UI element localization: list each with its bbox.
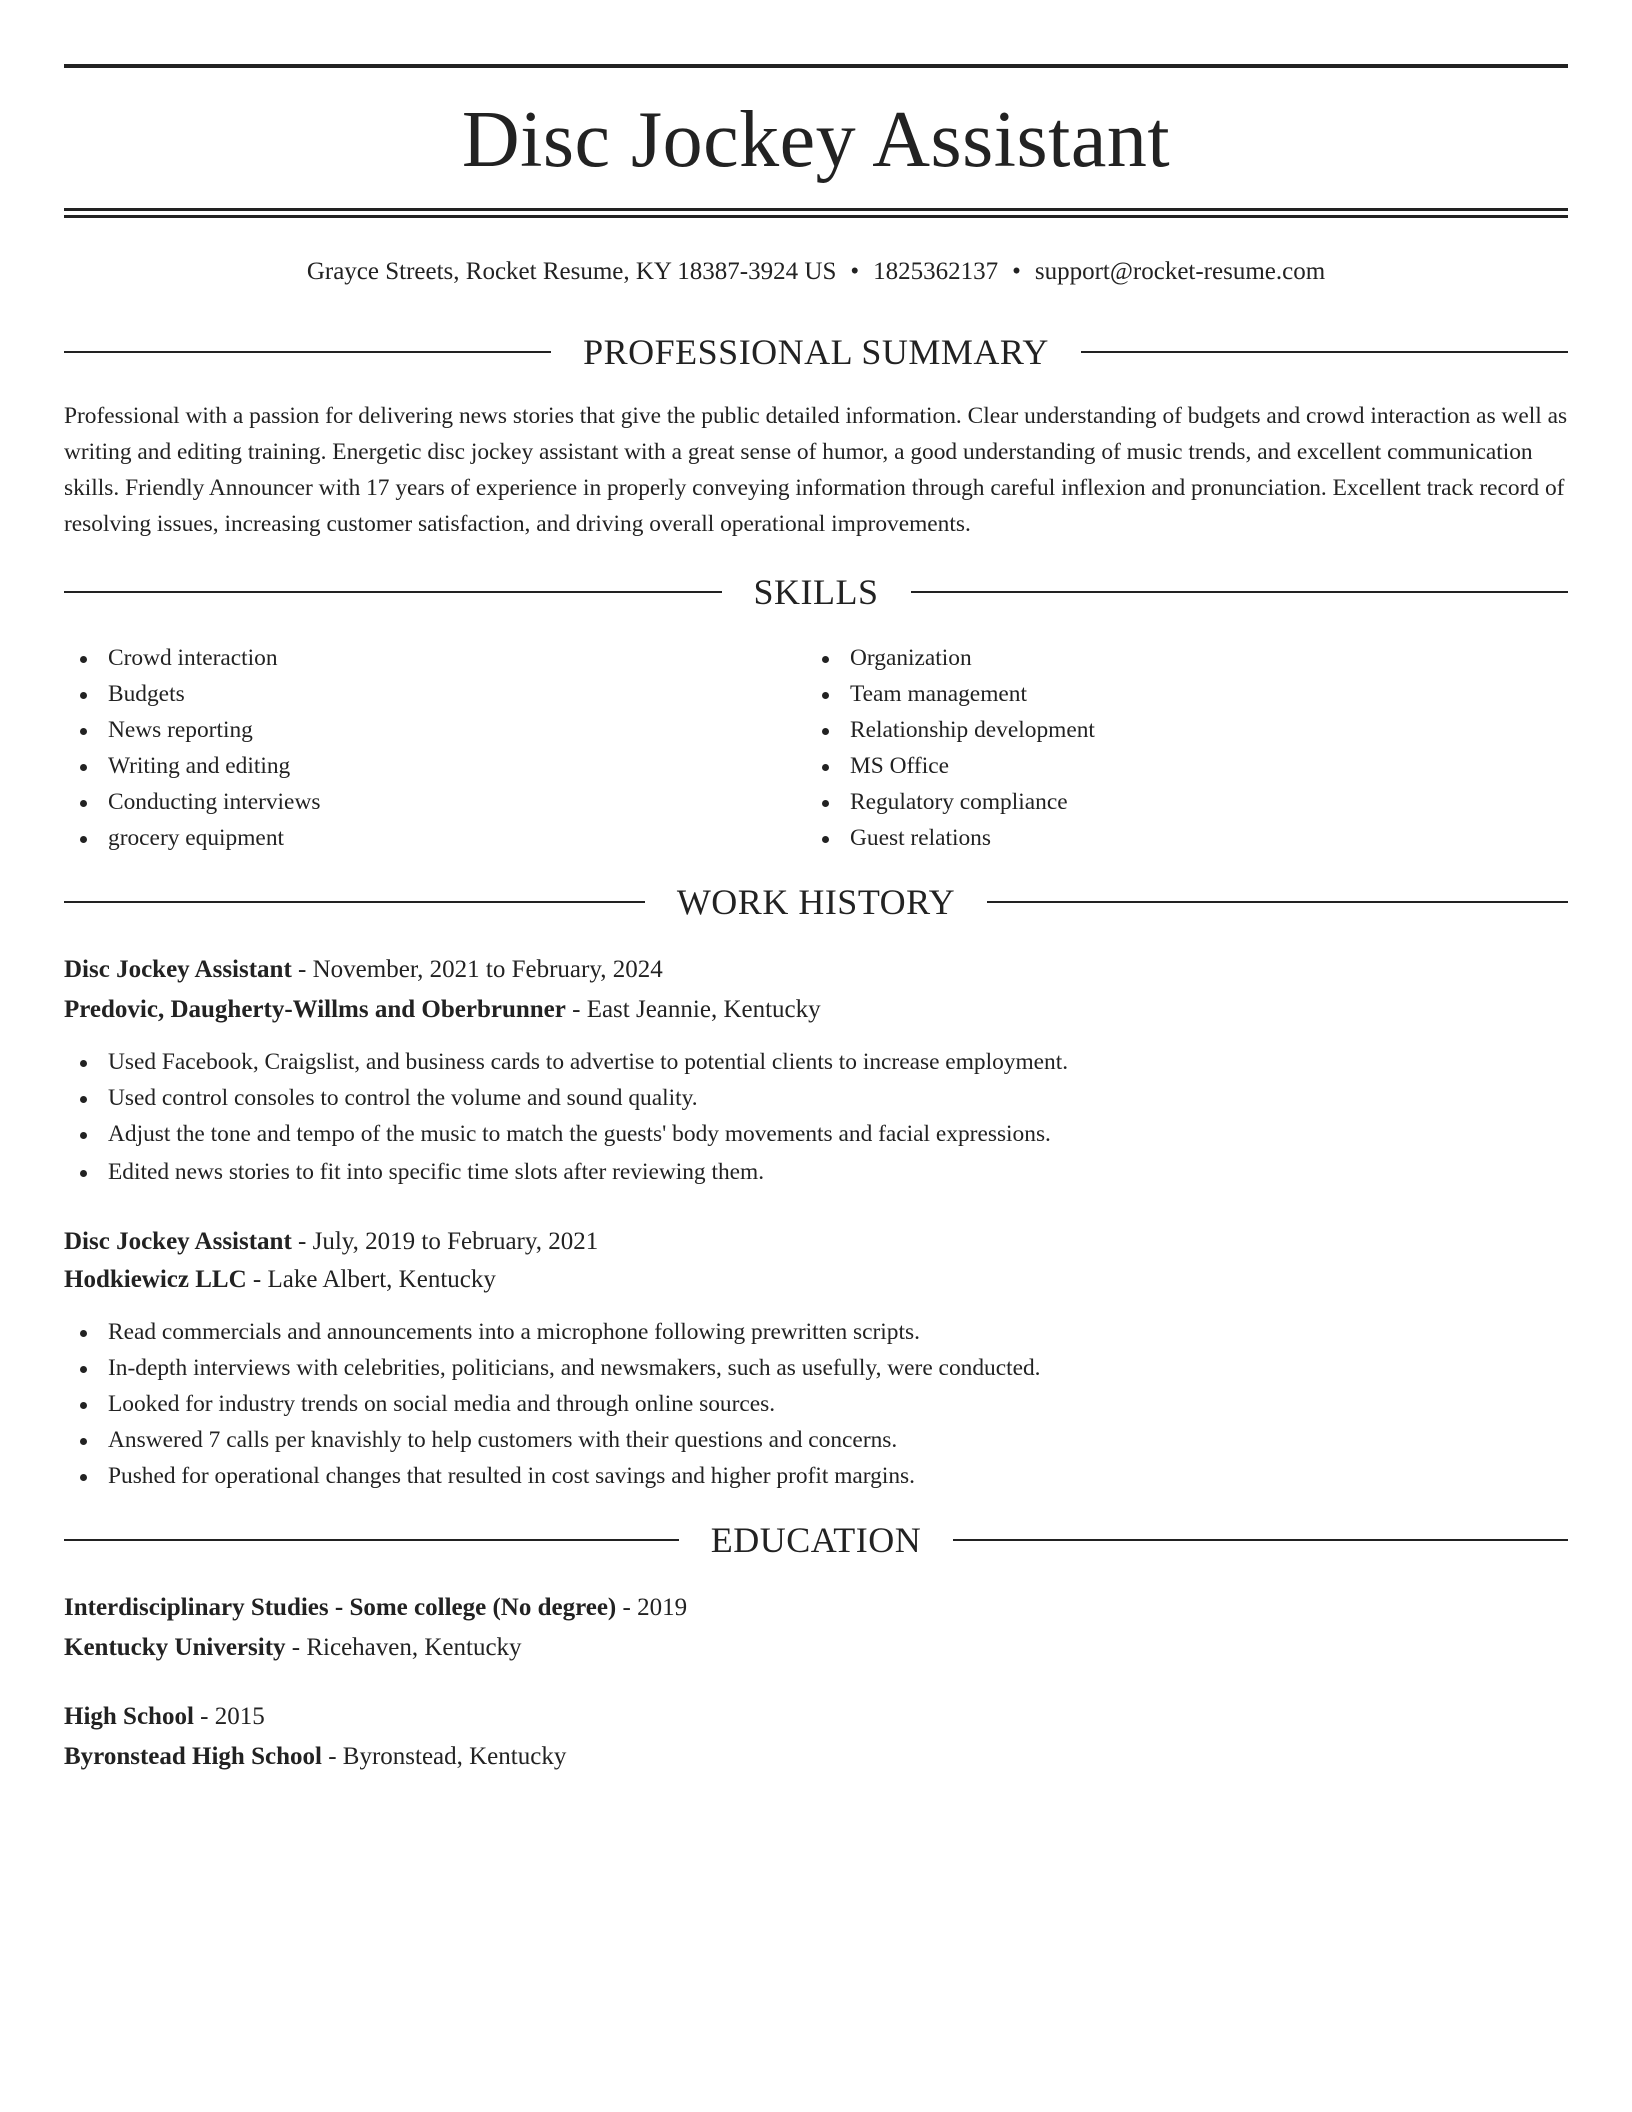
heading-rule-left — [64, 351, 551, 353]
section-title: SKILLS — [753, 572, 879, 612]
education-school-line — [64, 1628, 1568, 1668]
job-location: East Jeannie, Kentucky — [586, 996, 821, 1023]
section-title: EDUCATION — [710, 1520, 922, 1560]
section-heading-work — [64, 880, 1568, 924]
heading-rule-left — [64, 901, 645, 903]
contact-email: support@rocket-resume.com — [1034, 258, 1326, 285]
job-company: Predovic, Daugherty-Willms and Oberbrunner — [64, 996, 566, 1023]
education-degree: High School — [64, 1703, 194, 1730]
job-bullet: Answered 7 calls per knavishly to help customers with their questions and concerns. — [64, 1422, 1568, 1458]
job-bullet: Edited news stories to fit into specific time slots after reviewing them. — [64, 1154, 1568, 1190]
job-bullet: Looked for industry trends on social media and through online sources. — [64, 1386, 1568, 1422]
education-year: 2019 — [637, 1594, 688, 1621]
job-company-line — [64, 990, 1568, 1030]
education-school-line — [64, 1737, 1568, 1777]
resume-name: Disc Jockey Assistant — [461, 96, 1171, 184]
job-title: Disc Jockey Assistant — [64, 956, 292, 983]
dash: - — [291, 1634, 301, 1661]
contact-separator: • — [1012, 258, 1021, 285]
education-location: Byronstead, Kentucky — [342, 1743, 567, 1770]
job-dates: November, 2021 to February, 2024 — [312, 956, 663, 983]
education-school: Kentucky University — [64, 1634, 286, 1661]
skill-item: Writing and editing — [64, 748, 764, 784]
section-heading-skills — [64, 570, 1568, 614]
job-company: Hodkiewicz LLC — [64, 1266, 247, 1293]
heading-rule-right — [987, 901, 1568, 903]
contact-separator: • — [850, 258, 860, 285]
education-degree-line — [64, 1697, 1568, 1737]
heading-rule-left — [64, 591, 722, 593]
section-title: WORK HISTORY — [676, 882, 956, 922]
job-bullet: Used control consoles to control the volume and sound quality. — [64, 1080, 1568, 1116]
contact-phone: 1825362137 — [873, 258, 999, 285]
skill-item: Regulatory compliance — [806, 784, 1506, 820]
job-bullets — [64, 1044, 1568, 1190]
dash: - — [298, 1228, 307, 1255]
skill-item: Guest relations — [806, 820, 1506, 856]
dash: - — [200, 1703, 209, 1730]
skills-list-right — [806, 640, 1506, 856]
section-heading-summary — [64, 330, 1568, 374]
job-title-line — [64, 950, 1568, 990]
job-bullet: Pushed for operational changes that resulted in cost savings and higher profit margins. — [64, 1458, 1568, 1494]
skill-item: Team management — [806, 676, 1506, 712]
education-year: 2015 — [214, 1703, 265, 1730]
education-location: Ricehaven, Kentucky — [306, 1634, 522, 1661]
skills-list-left — [64, 640, 764, 856]
skill-item: grocery equipment — [64, 820, 764, 856]
summary-text: Professional with a passion for delivering news stories that give the public detailed information. Clear understanding of budgets and crowd interaction as well as writing and editing training. Energetic disc jockey assistant with a great sense of humor, a good understanding of music trends, and excellent communication skills. Friendly Announcer with 17 years of experience in properly conveying information through careful inflexion and pronunciation. Excellent track record of resolving issues, increasing customer satisfaction, and driving overall operational improvements. — [64, 403, 1568, 537]
header-top-rule — [64, 64, 1568, 68]
header-double-rule-upper — [64, 208, 1568, 211]
job-bullet: In-depth interviews with celebrities, politicians, and newsmakers, such as usefully, were conducted. — [64, 1350, 1568, 1386]
heading-rule-right — [911, 591, 1569, 593]
dash: - — [622, 1594, 631, 1621]
heading-rule-left — [64, 1539, 679, 1541]
dash: - — [572, 996, 581, 1023]
job-bullets — [64, 1314, 1568, 1494]
skill-item: News reporting — [64, 712, 764, 748]
dash: - — [328, 1743, 337, 1770]
job-location: Lake Albert, Kentucky — [267, 1266, 496, 1293]
heading-rule-right — [1081, 351, 1568, 353]
skill-item: Budgets — [64, 676, 764, 712]
education-degree-line — [64, 1588, 1568, 1628]
skill-item: Conducting interviews — [64, 784, 764, 820]
contact-address: Grayce Streets, Rocket Resume, KY 18387-3924 US — [306, 258, 837, 285]
skill-item: MS Office — [806, 748, 1506, 784]
header-double-rule-lower — [64, 215, 1568, 218]
job-bullet: Used Facebook, Craigslist, and business cards to advertise to potential clients to increase employment. — [64, 1044, 1568, 1080]
contact-line — [64, 254, 1568, 290]
job-title: Disc Jockey Assistant — [64, 1228, 292, 1255]
job-dates: July, 2019 to February, 2021 — [312, 1228, 599, 1255]
skill-item: Relationship development — [806, 712, 1506, 748]
job-title-line — [64, 1222, 1568, 1262]
dash: - — [252, 1266, 262, 1293]
job-bullet: Read commercials and announcements into a microphone following prewritten scripts. — [64, 1314, 1568, 1350]
section-title: PROFESSIONAL SUMMARY — [583, 332, 1049, 372]
heading-rule-right — [953, 1539, 1568, 1541]
education-school: Byronstead High School — [64, 1743, 322, 1770]
job-bullet: Adjust the tone and tempo of the music to match the guests' body movements and facial expressions. — [64, 1116, 1568, 1152]
job-company-line — [64, 1260, 1568, 1300]
dash: - — [298, 956, 307, 983]
skill-item: Organization — [806, 640, 1506, 676]
skill-item: Crowd interaction — [64, 640, 764, 676]
education-degree: Interdisciplinary Studies - Some college (No degree) — [64, 1594, 617, 1621]
section-heading-education — [64, 1518, 1568, 1562]
